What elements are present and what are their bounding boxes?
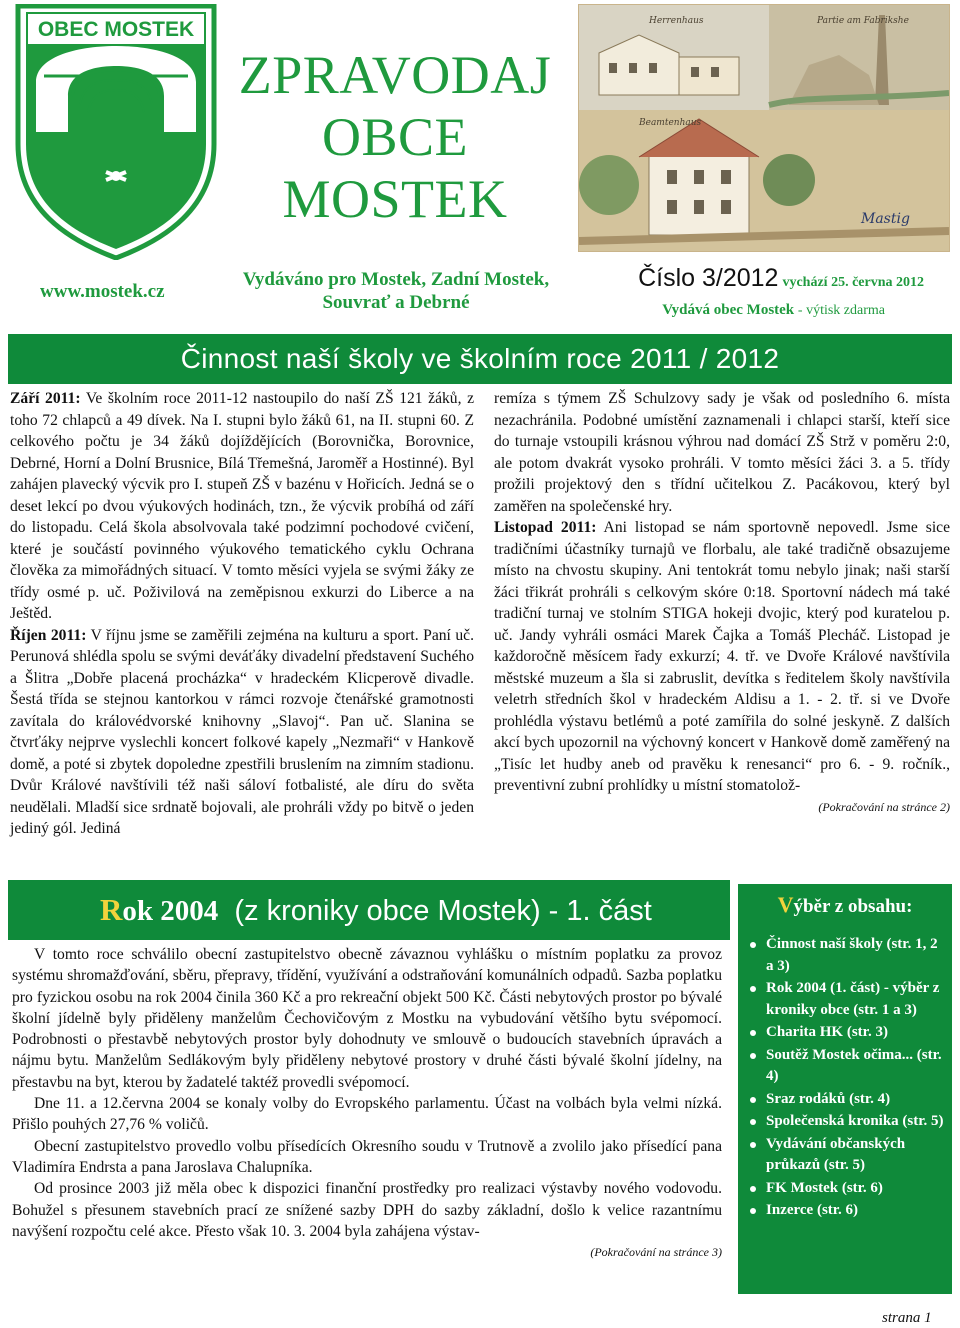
contents-item[interactable]: FK Mostek (str. 6) (748, 1178, 946, 1200)
contents-item[interactable]: Soutěž Mostek očima... (str. 4) (748, 1045, 946, 1088)
contents-initial: V (777, 892, 794, 917)
paragraph-text: V říjnu jsme se zaměřili zejména na kulturu a sport. Paní uč. Perunová shlédla spolu se svými deváťáky divadelní představení Suchého a Šlitra „Dobře placená procházka“ v hradeckém Klicperově divadle. Šestá třída se stejnou kantorkou v rámci rozvoje čtenářské gramotnosti zavítala do královédvorské knihovny „Slavoj“. Pan uč. Slanina se čtvrťáky nejprve vyslechli koncert folkové kapely „Nezmaři“ v Hankově domě, a poté si zbytek dopoledne zpestřili bruslením na zimním stadionu. Dvůr Králové navštívili též naši sáloví fotbalisté, ale díru do světa neudělali. Mladší sice srdnatě bojovali, ale prohráli vždy po bitvě o jeden jediný gól. Jediná (10, 626, 474, 837)
continued-note: (Pokračování na stránce 2) (818, 799, 950, 814)
publisher: Vydává obec Mostek (662, 302, 795, 318)
chronicle-paragraph: Obecní zastupitelstvo provedlo volbu přísedících Okresního soudu v Trutnově a zvolilo jako přísedící pana Vladimíra Endrsta a pana Jaroslava Chalupníka. (12, 1137, 722, 1176)
title-line-2: OBCE (321, 107, 469, 167)
month-label: Září 2011: (10, 390, 81, 407)
contents-item[interactable]: Společenská kronika (str. 5) (748, 1111, 946, 1133)
contents-box (738, 884, 952, 1294)
crest-text: OBEC MOSTEK (37, 18, 195, 41)
contents-item[interactable]: Rok 2004 (1. část) - výběr z kroniky obce (str. 1 a 3) (748, 978, 946, 1021)
chronicle-body (12, 944, 722, 1263)
article-column-left (10, 388, 474, 840)
month-label: Listopad 2011: (494, 519, 597, 536)
publisher-line (612, 302, 885, 319)
title-line-3: MOSTEK (282, 169, 508, 229)
contents-item[interactable]: Činnost naší školy (str. 1, 2 a 3) (748, 934, 946, 977)
chronicle-paragraph: Od prosince 2003 již měla obec k dispozici finanční prostředky pro realizaci výstavby nového vodovodu. Bohužel s přesunem stavebních prací ze snížené sazby DPH do sazby základní, došlo k velice razantnímu navýšení rozpočtu celé akce. Přesto však 10. 3. 2004 byla zahájena výstav- (12, 1180, 722, 1240)
issue-date: vychází 25. června 2012 (782, 275, 924, 290)
contents-item[interactable]: Sraz rodáků (str. 4) (748, 1089, 946, 1111)
issued-for-line-1: Vydáváno pro Mostek, Zadní Mostek, (242, 269, 550, 290)
paragraph-text: Ve školním roce 2011-12 nastoupilo do naší ZŠ 121 žáků, z toho 72 chlapců a 49 dívek. Na I. stupni bylo žáků 61, na II. stupni 60. Z celkového počtu je 34 žáků dojíždějících (Borovnička, Borovnice, Debrné, Horní a Dolní Brusnice, Bílá Třemešná, Jaroměř a Hostinné). Byl zahájen plavecký výcvik pro I. stupeň ZŠ v bazénu v Hořicích. Jedná se o deset lekcí po dvou výukových hodinách, tzn., že výcvik probíhá od září do listopadu. Celá škola absolvovala také podzimní pochodové cvičení, které je součástí povinného výukového tematického cyklu Ochrana člověka za mimořádných situací. V tomto měsíci vyjela se svými žáky ze třídy osmé p. uč. Poživilová na zeměpisnou exkurzi do Liberce a na Ještěd. (10, 390, 474, 622)
newsletter-title (218, 44, 572, 230)
postcard-sign: Mastig (861, 211, 910, 227)
issue-info (612, 264, 924, 293)
paragraph-text: Ani listopad se nám sportovně nepovedl. Jsme sice tradičními účastníky turnajů ve florbalu, ale také tradičně obsazujeme místo na chvostu skupiny. Ani tentokrát tomu nebylo jinak; naši starší žáci třikrát prohráli s celkovým skóre 0:18. Sportovní nádech má také tradiční turnaj ve stolním STIGA hokeji dvojic, který pod kuratelou p. uč. Jandy vyhráli osmáci Marek Čajka a Tomáš Plecháč. Listopad je každoročně měsícem řady exkurzí; 4. tř. ve Dvoře Králové navštívila městské muzeum a šla si zabruslit, devítka s ředitelem školy navštívila veletrh středních škol v hradeckém Aldisu a 1. - 2. tř. si ve Dvoře prohlédla výstavu betlémů a poté zamířila do solné jeskyně. Z dalších akcí bych upozornil na výchovný koncert v Hankově domě zaměřený na „Tisíc let hudby aneb od pravěku k renesanci“ pro 6. - 9. ročník., preventivní zubní prohlídky u místní stomatolož- (494, 519, 950, 794)
article-paragraph (494, 517, 950, 797)
postcard-caption-left: Herrenhaus (649, 16, 704, 26)
chronicle-paragraph: Dne 11. a 12.června 2004 se konaly volby do Evropského parlamentu. Účast na volbách byla velmi nízká. Přišlo pouhých 27,76 % voličů. (12, 1095, 722, 1134)
title-line-1: ZPRAVODAJ (238, 45, 552, 105)
chronicle-initial: R (100, 892, 123, 927)
historic-postcard-image (578, 4, 950, 252)
month-label: Říjen 2011: (10, 626, 87, 644)
page-number: strana 1 (882, 1310, 932, 1326)
publisher-note: - výtisk zdarma (797, 303, 885, 318)
article-paragraph (10, 388, 474, 625)
website-link[interactable]: www.mostek.cz (40, 281, 165, 302)
section-banner: Činnost naší školy ve školním roce 2011 / 2012 (8, 334, 952, 384)
chronicle-paragraph: V tomto roce schválilo obecní zastupitelstvo obecně závaznou vyhlášku o místním poplatku za provoz systému shromažďování, sběru, přepravy, třídění, využívání a odstraňování komunálních odpadů. Sazba poplatku pro fyzickou osobu na rok 2004 činila 360 Kč a pro rekreační objekt 500 Kč. Části nebytových prostor po bývalé školní jídelně byly přiděleny manželům Čechovičovým z Mostku na vybudování většího bytu svépomocí. Podrobnosti o přestavbě nebytových prostor byly dohodnuty ve smlouvě o budoucích stavebních úpravách a nájmu bytu. Manželům Sedlákovým byly přiděleny nebytové prostory v druhé části bývalé školní jídelny, na přestavbu na byt, kterou by žadatelé taktéž provedli svépomocí. (12, 946, 722, 1091)
issued-for (224, 268, 568, 314)
contents-item[interactable]: Charita HK (str. 3) (748, 1022, 946, 1044)
chronicle-title: ok 2004 (122, 895, 219, 927)
chronicle-subtitle: (z kroniky obce Mostek) - 1. část (234, 895, 652, 927)
contents-item[interactable]: Inzerce (str. 6) (748, 1200, 946, 1222)
paragraph-text: remíza s týmem ZŠ Schulzovy sady je však od posledního 6. místa nezachránila. Podobné umístění zaznamenali i chlapci starší, kteří sice do turnaje vstoupili krásnou výhrou nad domácí ZŠ Strž v poměru 2:0, ale potom dvakrát vysoko prohráli. V tomto měsíci žáci 3. a 5. třídy prožili projektový den s třídní učitelkou Z. Pacákovou, který byl zaměřen na společenské hry. (494, 390, 950, 515)
continued-note: (Pokračování na stránce 3) (590, 1245, 722, 1260)
article-paragraph (494, 388, 950, 517)
contents-list (748, 934, 946, 1223)
village-crest (14, 4, 218, 260)
issued-for-line-2: Souvrať a Debrné (322, 292, 470, 313)
issue-number: Číslo 3/2012 (638, 264, 779, 292)
article-paragraph (10, 625, 474, 840)
contents-title (738, 892, 952, 918)
chronicle-article (8, 880, 730, 1292)
article-column-right (494, 388, 950, 818)
contents-item[interactable]: Vydávání občanských průkazů (str. 5) (748, 1134, 946, 1177)
postcard-caption-middle: Beamtenhaus (639, 118, 702, 128)
contents-title-text: ýběr z obsahu: (793, 896, 913, 917)
postcard-caption-right: Partie am Fabrikshe (817, 16, 909, 26)
chronicle-heading (8, 880, 730, 940)
